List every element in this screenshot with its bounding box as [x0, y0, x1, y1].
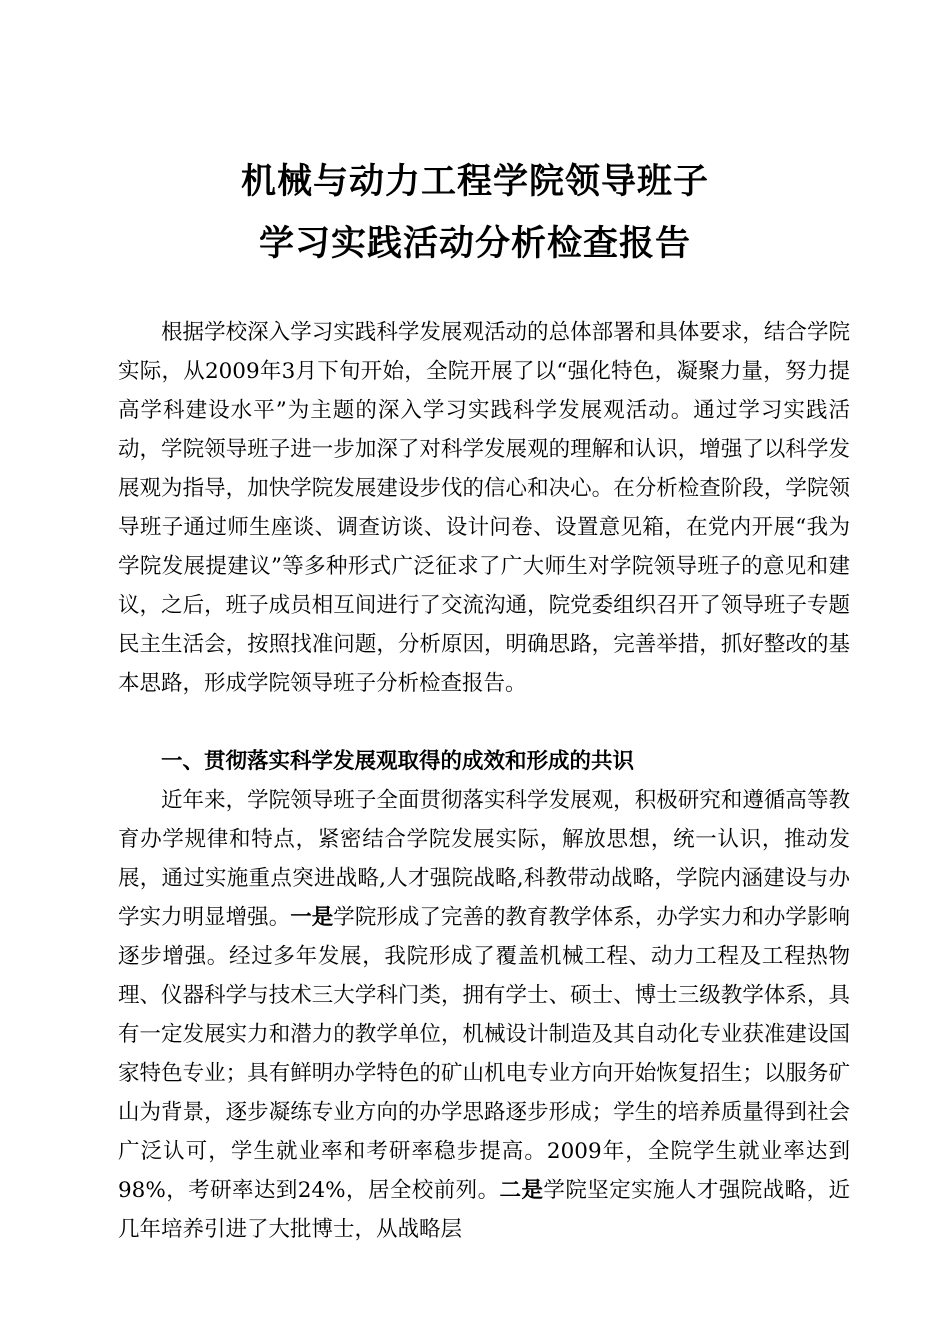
emphasis-first: 一是: [290, 905, 334, 930]
paragraph-text: 近年来，学院领导班子全面贯彻落实科学发展观，积极研究和遵循高等教育办学规律和特点，紧密结合学院发展实际，解放思想，统一认识，推动发展，通过实施重点突进战略,人才强院战略,科教带动战略，学院内涵建设与办学实力明显增强。: [118, 788, 850, 930]
paragraph-text: 学院形成了完善的教育教学体系，办学实力和办学影响逐步增强。经过多年发展，我院形成了覆盖机械工程、动力工程及工程热物理、仪器科学与技术三大学科门类，拥有学士、硕士、博士三级教学体系，具有一定发展实力和潜力的教学单位，机械设计制造及其自动化专业获准建设国家特色专业；具有鲜明办学特色的矿山机电专业方向开始恢复招生；以服务矿山为背景，逐步凝练专业方向的办学思路逐步形成；学生的培养质量得到社会广泛认可，学生就业率和考研率稳步提高。2009年，全院学生就业率达到98%，考研率达到24%，居全校前列。: [118, 905, 850, 1203]
document-title-line-2: 学习实践活动分析检查报告: [258, 224, 691, 264]
document-title-line-1: 机械与动力工程学院领导班子: [240, 162, 709, 202]
emphasis-second: 二是: [499, 1178, 544, 1203]
section-1-paragraph: [118, 781, 850, 1249]
section-heading-1: 一、贯彻落实科学发展观取得的成效和形成的共识: [161, 749, 635, 774]
intro-paragraph: 根据学校深入学习实践科学发展观活动的总体部署和具体要求，结合学院实际，从2009年3月下旬开始，全院开展了以“强化特色，凝聚力量，努力提高学科建设水平”为主题的深入学习实践科学发展观活动。通过学习实践活动，学院领导班子进一步加深了对科学发展观的理解和认识，增强了以科学发展观为指导，加快学院发展建设步伐的信心和决心。在分析检查阶段，学院领导班子通过师生座谈、调查访谈、设计问卷、设置意见箱，在党内开展“我为学院发展提建议”等多种形式广泛征求了广大师生对学院领导班子的意见和建议，之后，班子成员相互间进行了交流沟通，院党委组织召开了领导班子专题民主生活会，按照找准问题，分析原因，明确思路，完善举措，抓好整改的基本思路，形成学院领导班子分析检查报告。: [118, 320, 850, 696]
paragraph-text: 学院坚定实施人才强院战略，近几年培养引进了大批博士，从战略层: [118, 1178, 850, 1242]
